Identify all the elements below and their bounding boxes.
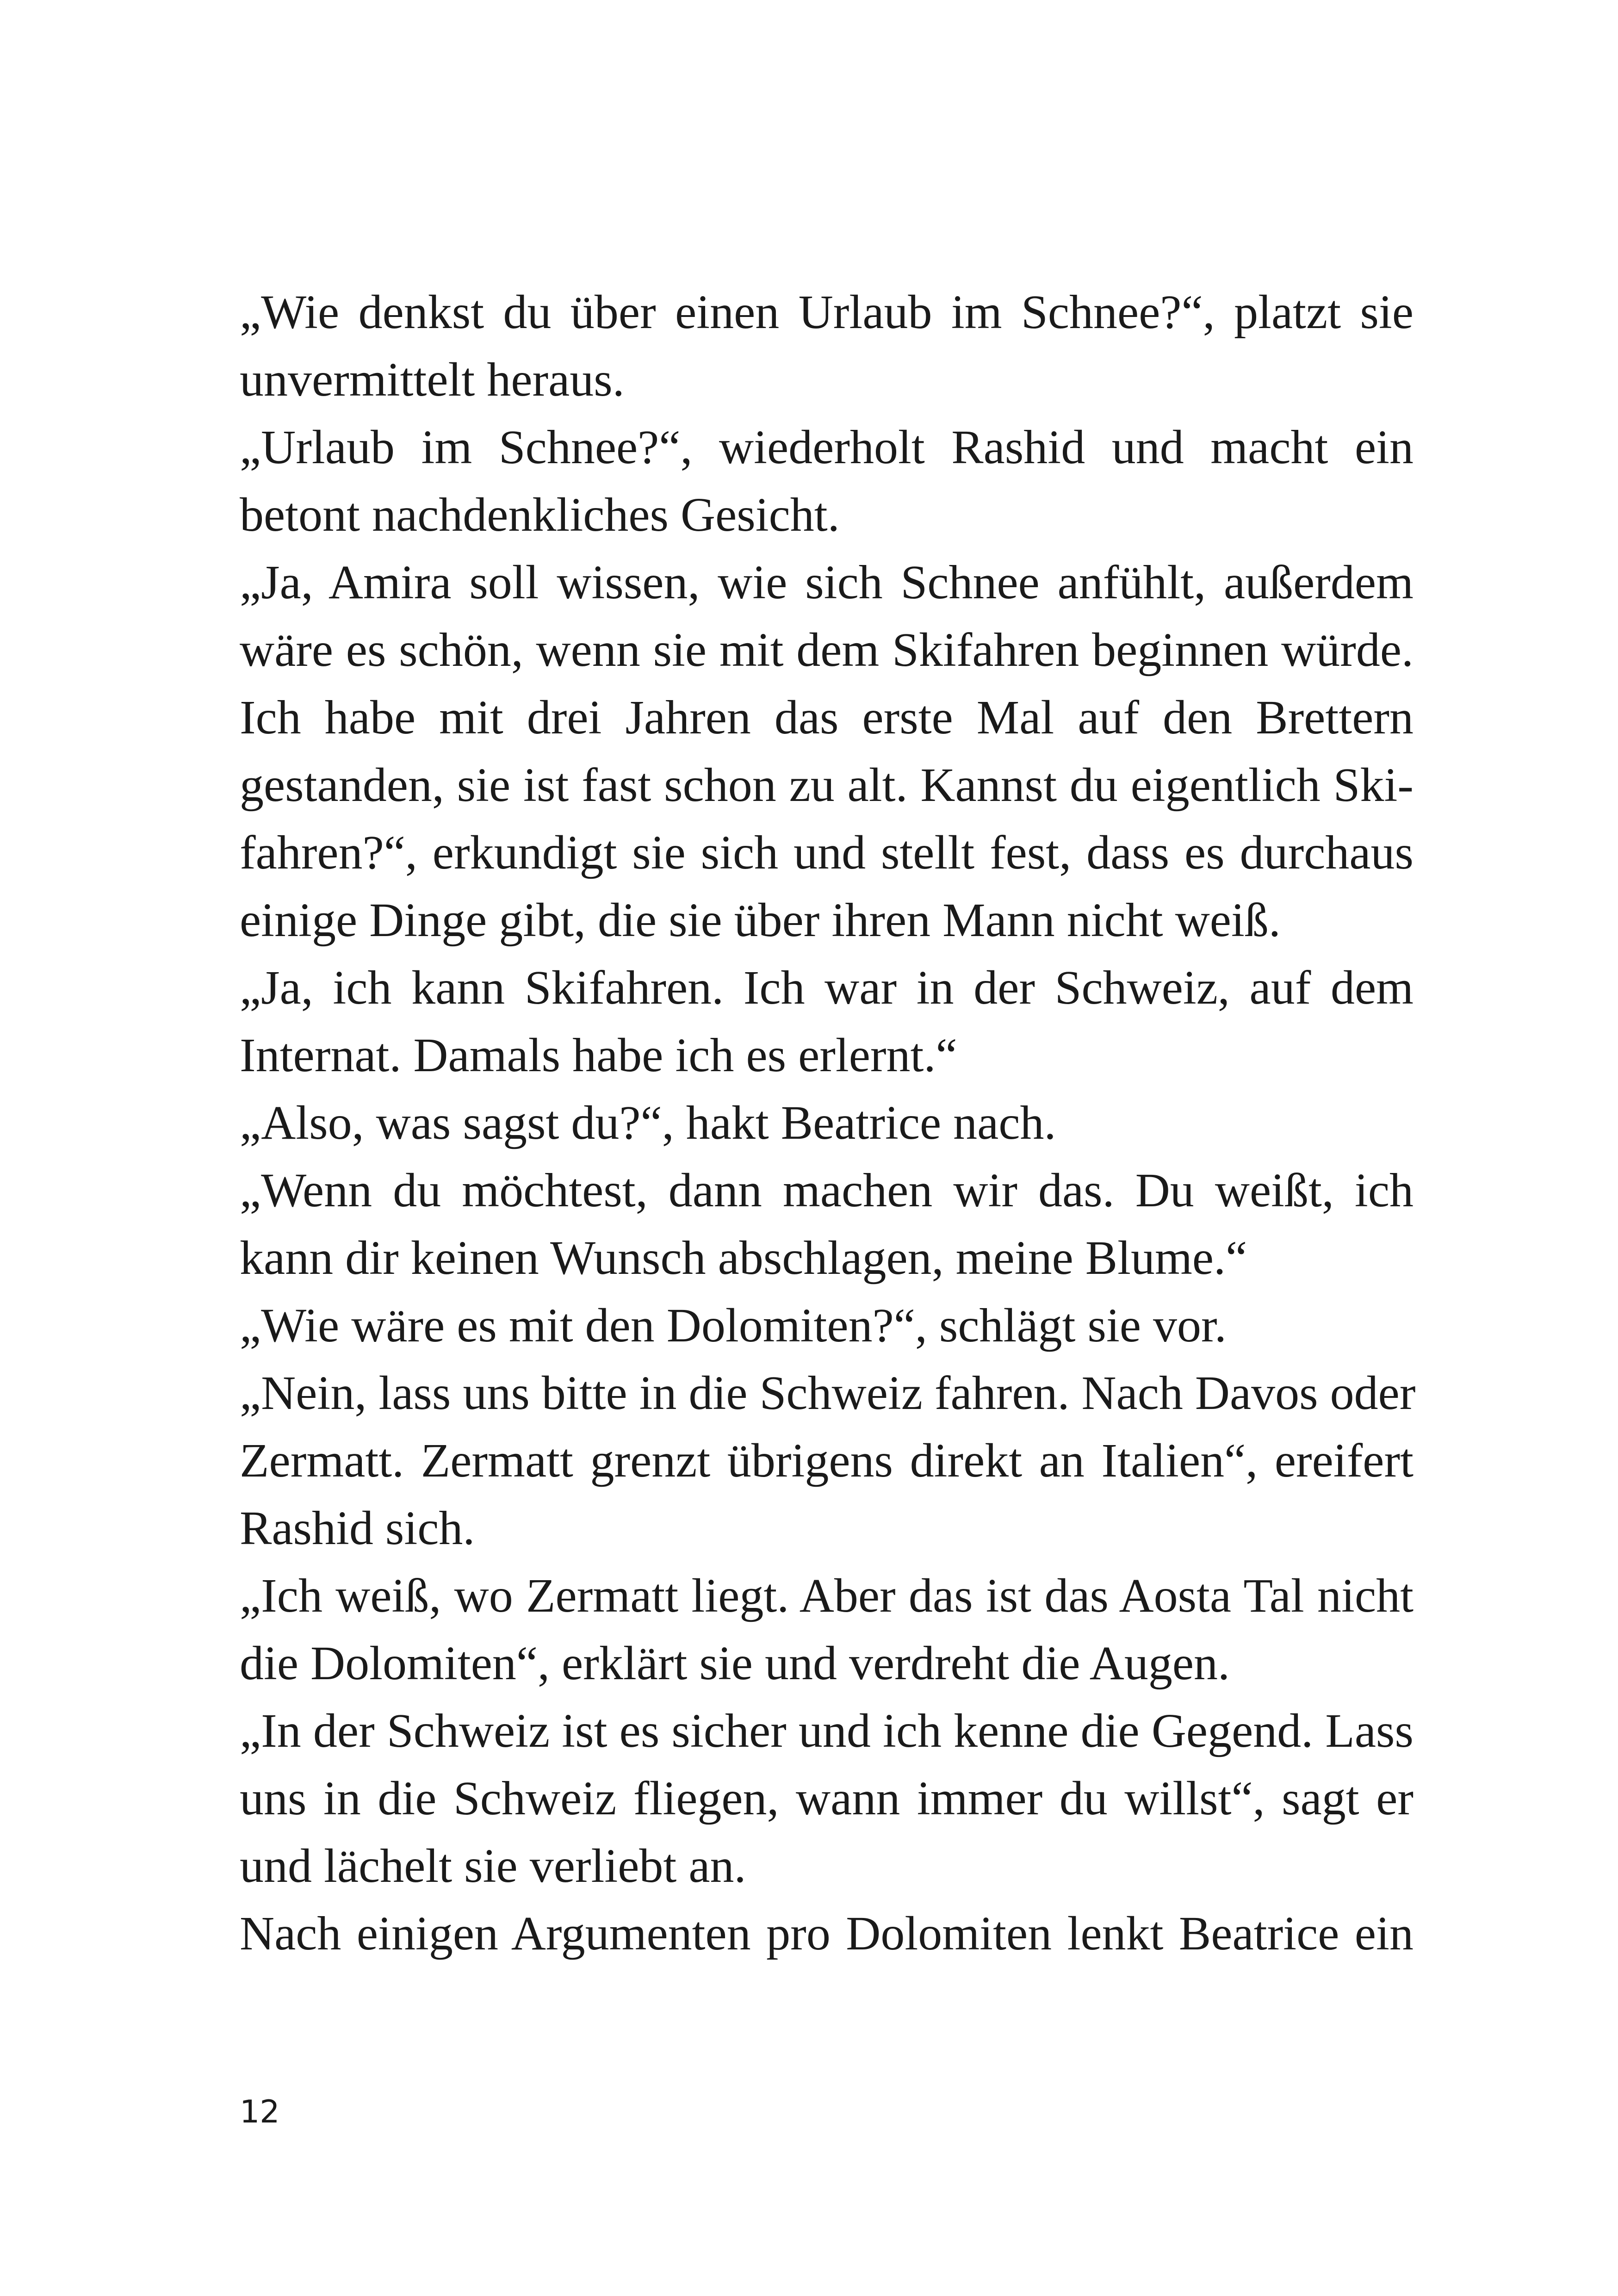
text-line: uns in die Schweiz fliegen, wann immer du willst“, sagt er [240,1772,1413,1825]
text-line: wäre es schön, wenn sie mit dem Skifahren beginnen würde. [240,623,1413,676]
text-line: „Urlaub im Schnee?“, wiederholt Rashid und macht ein [240,421,1413,474]
text-line: die Dolomiten“, erklärt sie und verdreht die Augen. [240,1637,1230,1690]
text-line: Rashid sich. [240,1502,475,1555]
text-line: „Wie wäre es mit den Dolomiten?“, schlägt sie vor. [240,1299,1227,1352]
text-line: unvermittelt heraus. [240,353,625,406]
text-line: fahren?“, erkundigt sie sich und stellt fest, dass es durchaus [240,826,1413,879]
text-line: Ich habe mit drei Jahren das erste Mal auf den Brettern [240,691,1413,744]
text-line: „Ja, ich kann Skifahren. Ich war in der Schweiz, auf dem [240,961,1413,1014]
text-line: kann dir keinen Wunsch abschlagen, meine Blume.“ [240,1231,1247,1285]
text-line: „Ich weiß, wo Zermatt liegt. Aber das ist das Aosta Tal nicht [240,1569,1413,1622]
text-line: Nach einigen Argumenten pro Dolomiten lenkt Beatrice ein [240,1907,1413,1960]
text-line: Internat. Damals habe ich es erlernt.“ [240,1029,957,1082]
text-line: betont nachdenkliches Gesicht. [240,488,840,541]
text-line: „Wenn du möchtest, dann machen wir das. Du weißt, ich [240,1164,1413,1217]
text-line: „Nein, lass uns bitte in die Schweiz fahren. Nach Davos oder [240,1366,1416,1420]
text-line: gestanden, sie ist fast schon zu alt. Kannst du eigentlich Ski- [240,758,1413,812]
text-line: und lächelt sie verliebt an. [240,1839,746,1893]
text-line: „In der Schweiz ist es sicher und ich kenne die Gegend. Lass [240,1704,1413,1757]
text-line: einige Dinge gibt, die sie über ihren Mann nicht weiß. [240,894,1281,947]
page-number: 12 [240,2094,280,2130]
text-line: Zermatt. Zermatt grenzt übrigens direkt an Italien“, ereifert [240,1434,1413,1487]
text-line: „Also, was sagst du?“, hakt Beatrice nach. [240,1096,1056,1149]
text-line: „Wie denkst du über einen Urlaub im Schnee?“, platzt sie [240,285,1413,339]
text-line: „Ja, Amira soll wissen, wie sich Schnee anfühlt, außerdem [240,556,1413,609]
